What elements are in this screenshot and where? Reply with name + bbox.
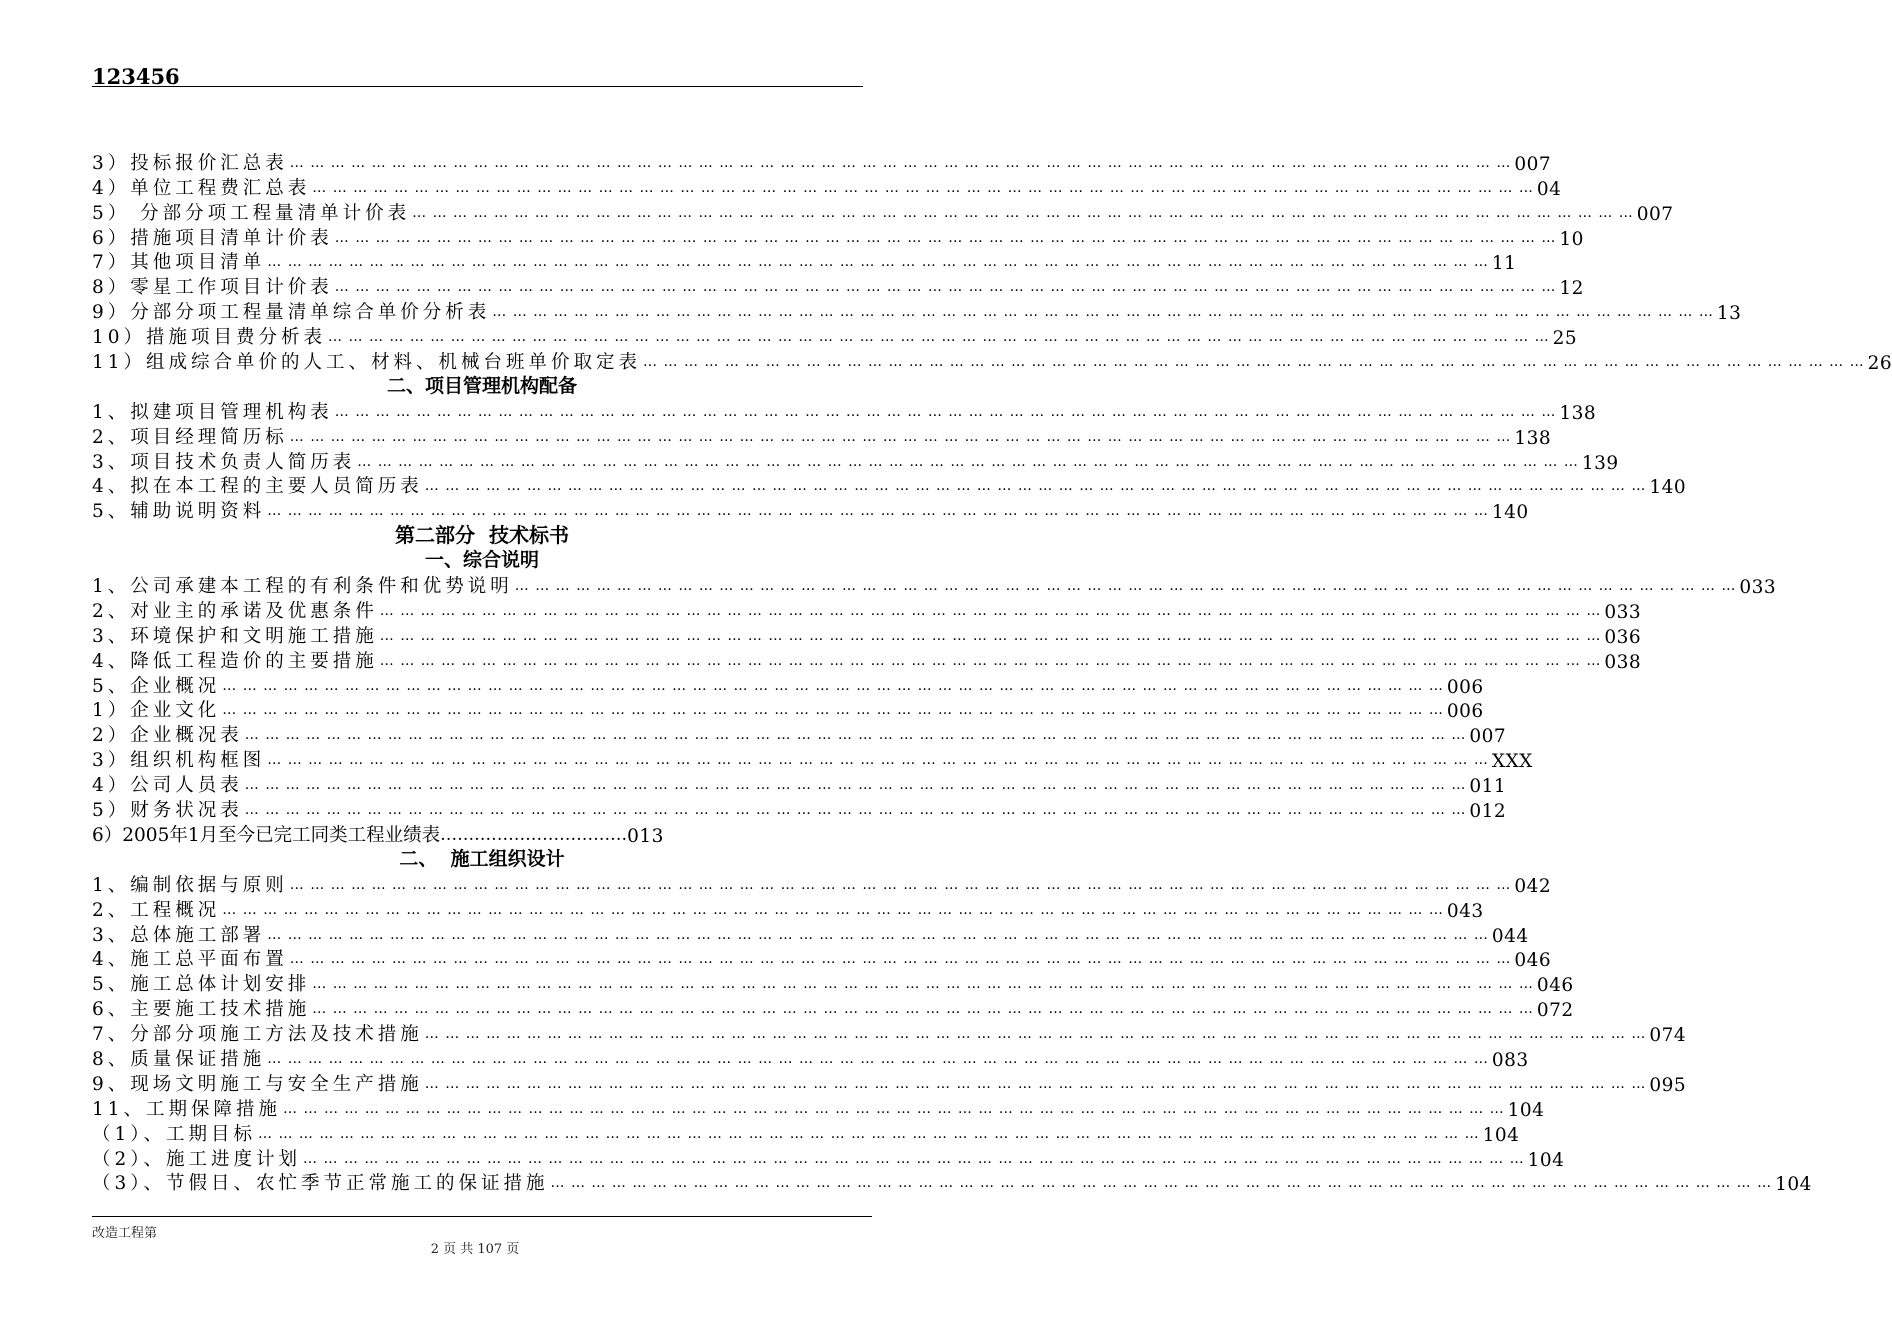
toc-entry[interactable]: [92, 698, 1484, 723]
toc-section-heading: 二、项目管理机构配备: [386, 375, 577, 398]
toc-entry-label: 3）投标报价汇总表: [92, 152, 288, 174]
toc-entry-page-number: 072: [1536, 1000, 1574, 1022]
toc-entry-label: 3）组织机构框图: [92, 750, 266, 772]
toc-entry[interactable]: [92, 872, 1552, 897]
toc-entry[interactable]: [92, 623, 1642, 648]
toc-entry-page-number: 140: [1491, 502, 1529, 524]
toc-entry[interactable]: [92, 150, 1552, 175]
toc-entry[interactable]: [92, 225, 1584, 250]
toc-entry[interactable]: [92, 897, 1484, 922]
toc-entry[interactable]: [92, 747, 1533, 773]
table-of-contents: [92, 150, 1892, 1196]
toc-entry[interactable]: [92, 772, 1507, 798]
toc-entry-label: 6）2005年1月至今已完工同类工程业绩表: [92, 824, 441, 846]
toc-entry-page-number: 042: [1514, 875, 1552, 897]
toc-entry-page-number: 006: [1446, 701, 1484, 723]
toc-leader-dots: … … … … … … … … … … … … … … … … … … … … … … … … … … … … … … … … … … … … … … … … … … … … … … … … … … … … … … … … … … … …: [289, 154, 1512, 171]
toc-entry-page-number: 083: [1491, 1049, 1529, 1071]
toc-entry-label: 6、主要施工技术措施: [92, 999, 311, 1021]
toc-entry-page-number: 046: [1536, 975, 1574, 997]
toc-leader-dots: … … … … … … … … … … … … … … … … … … … … … … … … … … … … … … … … … … … … … … … … … … … … … … … … … … … … … … … … … … … …: [492, 304, 1714, 321]
toc-entry[interactable]: [92, 1096, 1545, 1121]
toc-entry-label: 1、拟建项目管理机构表: [92, 401, 333, 423]
toc-leader-dots: … … … … … … … … … … … … … … … … … … … … … … … … … … … … … … … … … … … … … … … … … … … … … … … … … … … … … … … … … … … …: [312, 976, 1534, 993]
toc-entry[interactable]: [92, 474, 1687, 499]
toc-entry[interactable]: [92, 722, 1507, 748]
toc-entry-label: 9、现场文明施工与安全生产措施: [92, 1073, 423, 1095]
toc-entry-label: 8）零星工作项目计价表: [92, 277, 333, 299]
toc-leader-dots: … … … … … … … … … … … … … … … … … … … … … … … … … … … … … … … … … … … … … … … … … … … … … … … … … … … … … … … … … … … …: [244, 727, 1467, 744]
toc-entry-page-number: 033: [1739, 577, 1777, 599]
toc-entry-page-number: 10: [1559, 228, 1584, 250]
toc-entry-page-number: 007: [1636, 203, 1674, 225]
toc-entry-label: 4、施工总平面布置: [92, 949, 288, 971]
toc-leader-dots: … … … … … … … … … … … … … … … … … … … … … … … … … … … … … … … … … … … … … … … … … … … … … … … … … … … … … … … … … … … …: [222, 901, 1444, 918]
toc-entry[interactable]: [92, 498, 1529, 524]
toc-entry-page-number: 074: [1649, 1025, 1687, 1047]
toc-entry-label: 5、企业概况: [92, 675, 221, 697]
toc-leader-dots: … … … … … … … … … … … … … … … … … … … … … … … … … … … … … … … … … … … … … … … … … … … … … … … … … … … … … … … … … … … …: [222, 702, 1444, 719]
toc-leader-dots: … … … … … … … … … … … … … … … … … … … … … … … … … … … … … … … … … … … … … … … … … … … … … … … … … … … … … … … … … … … …: [379, 652, 1602, 669]
toc-entry-page-number: 12: [1559, 278, 1584, 300]
toc-entry-page-number: 139: [1581, 452, 1619, 474]
toc-leader-dots: … … … … … … … … … … … … … … … … … … … … … … … … … … … … … … … … … … … … … … … … … … … … … … … … … … … … … … … … … … … …: [267, 254, 1489, 271]
toc-leader-dots: … … … … … … … … … … … … … … … … … … … … … … … … … … … … … … … … … … … … … … … … … … … … … … … … … … … … … … … … … … … …: [424, 478, 1647, 495]
toc-entry-label: 1、编制依据与原则: [92, 874, 288, 896]
toc-entry-page-number: 044: [1491, 925, 1529, 947]
footer-document-name: 改造工程第: [92, 1226, 158, 1241]
toc-entry-page-number: 043: [1446, 900, 1484, 922]
toc-leader-dots: … … … … … … … … … … … … … … … … … … … … … … … … … … … … … … … … … … … … … … … … … … … … … … … … … … … … … … … … … … … …: [244, 802, 1467, 819]
toc-entry-page-number: 006: [1446, 676, 1484, 698]
toc-entry-page-number: 104: [1507, 1099, 1545, 1121]
toc-entry-page-number: 26: [1867, 353, 1892, 375]
toc-entry-page-number: 007: [1469, 726, 1507, 748]
toc-entry-label: （2）、施工进度计划: [92, 1148, 302, 1170]
toc-entry[interactable]: [92, 947, 1552, 972]
footer-page-number: 2 页 共 107 页: [430, 1242, 520, 1257]
toc-entry-page-number: 007: [1514, 153, 1552, 175]
toc-leader-dots: … … … … … … … … … … … … … … … … … … … … … … … … … … … … … … … … … … … … … … … … … … … … … … … … … … … … … … … … … … … …: [283, 1100, 1505, 1117]
toc-entry-page-number: 013: [627, 825, 664, 847]
toc-leader-dots: … … … … … … … … … … … … … … … … … … … … … … … … … … … … … … … … … … … … … … … … … … … … … … … … … … … … … … … … … … … …: [258, 1125, 1480, 1142]
toc-entry-label: 2、项目经理简历标: [92, 426, 288, 448]
toc-leader-dots: … … … … … … … … … … … … … … … … … … … … … … … … … … … … … … … … … … … … … … … … … … … … … … … … … … … … … … … … … … … …: [267, 752, 1489, 769]
toc-leader-dots: … … … … … … … … … … … … … … … … … … … … … … … … … … … … … … … … … … … … … … … … … … … … … … … … … … … … … … … … … … … …: [289, 951, 1512, 968]
toc-entry-label: 3、总体施工部署: [92, 924, 266, 946]
toc-leader-dots: … … … … … … … … … … … … … … … … … … … … … … … … … … … … … … … … … … … … … … … … … … … … … … … … … … … … … … … … … … … …: [334, 279, 1557, 296]
toc-entry-label: （1）、工期目标: [92, 1123, 257, 1145]
toc-entry[interactable]: [92, 1021, 1687, 1047]
toc-entry-page-number: 140: [1649, 477, 1687, 499]
toc-entry-page-number: 095: [1649, 1074, 1687, 1096]
header-divider: [92, 86, 863, 87]
toc-leader-dots: … … … … … … … … … … … … … … … … … … … … … … … … … … … … … … … … … … … … … … … … … … … … … … … … … … … … … … … … … … … …: [412, 204, 1634, 221]
toc-entry-label: （3）、节假日、农忙季节正常施工的保证措施: [92, 1173, 549, 1195]
toc-entry-label: 11）组成综合单价的人工、材料、机械台班单价取定表: [92, 352, 642, 374]
toc-leader-dots: … … … … … … … … … … … … … … … … … … … … … … … … … … … … … … … … … … … … … … … … … … … … … … … … … … … … … … … … … … … …: [267, 926, 1489, 943]
toc-entry[interactable]: [92, 299, 1742, 325]
toc-entry[interactable]: [92, 573, 1777, 599]
toc-entry-label: 8、质量保证措施: [92, 1048, 266, 1070]
toc-section-heading: 一、综合说明: [424, 549, 539, 572]
toc-entry[interactable]: [92, 971, 1574, 997]
toc-entry[interactable]: [92, 1121, 1520, 1146]
toc-leader-dots: … … … … … … … … … … … … … … … … … … … … … … … … … … … … … … … … … … … … … … … … … … … … … … … … … … … … … … … … … … … …: [244, 777, 1467, 794]
toc-entry-label: 7、分部分项施工方法及技术措施: [92, 1024, 423, 1046]
toc-entry-label: 3、项目技术负责人简历表: [92, 451, 356, 473]
toc-entry[interactable]: [92, 449, 1619, 474]
toc-entry-label: 10）措施项目费分析表: [92, 327, 327, 349]
toc-entry[interactable]: [92, 175, 1562, 200]
toc-entry-label: 2、工程概况: [92, 899, 221, 921]
toc-entry-page-number: 036: [1604, 626, 1642, 648]
toc-entry-label: 5）财务状况表: [92, 800, 243, 822]
toc-entry[interactable]: [92, 324, 1578, 350]
toc-entry[interactable]: [92, 250, 1517, 275]
toc-entry[interactable]: [92, 274, 1584, 300]
toc-leader-dots: … … … … … … … … … … … … … … … … … … … … … … … … … … … … … … … … … … … … … … … … … … … … … … … … … … … … … … … … … … … …: [312, 179, 1534, 196]
document-header-title: 123456: [92, 64, 180, 89]
toc-entry[interactable]: [92, 1146, 1565, 1171]
toc-leader-dots: ……………………………: [440, 824, 628, 845]
toc-entry[interactable]: [92, 349, 1892, 375]
toc-leader-dots: … … … … … … … … … … … … … … … … … … … … … … … … … … … … … … … … … … … … … … … … … … … … … … … … … … … … … … … … … … … …: [267, 503, 1489, 520]
toc-entry-label: 7）其他项目清单: [92, 252, 266, 274]
toc-entry-page-number: 138: [1559, 402, 1597, 424]
toc-entry-label: 4、降低工程造价的主要措施: [92, 650, 378, 672]
toc-entry-label: 11、工期保障措施: [92, 1098, 282, 1120]
toc-entry-label: 5、施工总体计划安排: [92, 974, 311, 996]
toc-entry-label: 3、环境保护和文明施工措施: [92, 625, 378, 647]
toc-entry-label: 2）企业概况表: [92, 725, 243, 747]
toc-entry[interactable]: [92, 1046, 1529, 1071]
toc-leader-dots: … … … … … … … … … … … … … … … … … … … … … … … … … … … … … … … … … … … … … … … … … … … … … … … … … … … … … … … … … … … …: [303, 1150, 1525, 1167]
toc-leader-dots: … … … … … … … … … … … … … … … … … … … … … … … … … … … … … … … … … … … … … … … … … … … … … … … … … … … … … … … … … … … …: [357, 453, 1579, 470]
toc-entry-label: 4）单位工程费汇总表: [92, 177, 311, 199]
toc-entry[interactable]: [92, 424, 1552, 449]
toc-leader-dots: … … … … … … … … … … … … … … … … … … … … … … … … … … … … … … … … … … … … … … … … … … … … … … … … … … … … … … … … … … … …: [550, 1175, 1773, 1192]
toc-entry-label: 6）措施项目清单计价表: [92, 227, 333, 249]
toc-entry-page-number: 012: [1469, 801, 1507, 823]
toc-leader-dots: … … … … … … … … … … … … … … … … … … … … … … … … … … … … … … … … … … … … … … … … … … … … … … … … … … … … … … … … … … … …: [289, 428, 1512, 445]
toc-leader-dots: … … … … … … … … … … … … … … … … … … … … … … … … … … … … … … … … … … … … … … … … … … … … … … … … … … … … … … … … … … … …: [267, 1050, 1489, 1067]
toc-entry[interactable]: [92, 922, 1529, 947]
toc-entry-label: 1、公司承建本工程的有利条件和优势说明: [92, 576, 513, 598]
toc-entry-page-number: 138: [1514, 427, 1552, 449]
toc-leader-dots: … … … … … … … … … … … … … … … … … … … … … … … … … … … … … … … … … … … … … … … … … … … … … … … … … … … … … … … … … … … …: [312, 1001, 1534, 1018]
toc-leader-dots: … … … … … … … … … … … … … … … … … … … … … … … … … … … … … … … … … … … … … … … … … … … … … … … … … … … … … … … … … … … …: [379, 602, 1602, 619]
toc-entry-page-number: 033: [1604, 601, 1642, 623]
toc-leader-dots: … … … … … … … … … … … … … … … … … … … … … … … … … … … … … … … … … … … … … … … … … … … … … … … … … … … … … … … … … … … …: [222, 677, 1444, 694]
toc-leader-dots: … … … … … … … … … … … … … … … … … … … … … … … … … … … … … … … … … … … … … … … … … … … … … … … … … … … … … … … … … … … …: [289, 876, 1512, 893]
toc-entry-page-number: 104: [1527, 1149, 1565, 1171]
toc-section-heading: 二、 施工组织设计: [399, 847, 565, 870]
toc-entry[interactable]: [92, 673, 1484, 698]
toc-leader-dots: … … … … … … … … … … … … … … … … … … … … … … … … … … … … … … … … … … … … … … … … … … … … … … … … … … … … … … … … … … … …: [643, 354, 1865, 371]
toc-entry[interactable]: [92, 399, 1597, 424]
toc-entry-label: 5） 分部分项工程量清单计价表: [92, 202, 411, 224]
toc-entry-label: 4）公司人员表: [92, 775, 243, 797]
toc-entry-page-number: 13: [1716, 303, 1742, 325]
toc-entry[interactable]: [92, 598, 1642, 623]
toc-entry-label: 9）分部分项工程量清单综合单价分析表: [92, 302, 491, 324]
toc-entry-page-number: 046: [1514, 950, 1552, 972]
toc-entry-page-number: 11: [1491, 253, 1517, 275]
toc-leader-dots: … … … … … … … … … … … … … … … … … … … … … … … … … … … … … … … … … … … … … … … … … … … … … … … … … … … … … … … … … … … …: [334, 403, 1557, 420]
toc-leader-dots: … … … … … … … … … … … … … … … … … … … … … … … … … … … … … … … … … … … … … … … … … … … … … … … … … … … … … … … … … … … …: [424, 1075, 1647, 1092]
toc-leader-dots: … … … … … … … … … … … … … … … … … … … … … … … … … … … … … … … … … … … … … … … … … … … … … … … … … … … … … … … … … … … …: [424, 1026, 1647, 1043]
toc-entry-label: 1）企业文化: [92, 700, 221, 722]
toc-entry-page-number: 104: [1775, 1174, 1812, 1196]
toc-entry[interactable]: [92, 797, 1507, 823]
toc-entry-page-number: 04: [1536, 178, 1562, 200]
toc-entry[interactable]: [92, 996, 1574, 1022]
toc-entry-page-number: XXX: [1491, 751, 1533, 773]
toc-leader-dots: … … … … … … … … … … … … … … … … … … … … … … … … … … … … … … … … … … … … … … … … … … … … … … … … … … … … … … … … … … … …: [379, 627, 1602, 644]
toc-entry-page-number: 011: [1469, 776, 1507, 798]
toc-entry-page-number: 25: [1552, 328, 1578, 350]
footer-divider: [92, 1216, 872, 1217]
toc-leader-dots: … … … … … … … … … … … … … … … … … … … … … … … … … … … … … … … … … … … … … … … … … … … … … … … … … … … … … … … … … … … …: [514, 578, 1737, 595]
toc-section-heading: 第二部分 技术标书: [395, 523, 569, 548]
toc-entry[interactable]: [92, 1071, 1687, 1096]
toc-entry[interactable]: [92, 200, 1674, 225]
toc-entry[interactable]: [92, 648, 1642, 673]
toc-entry-label: 5、辅助说明资料: [92, 501, 266, 523]
toc-entry-label: 2、对业主的承诺及优惠条件: [92, 600, 378, 622]
toc-entry-page-number: 104: [1482, 1124, 1520, 1146]
toc-entry-page-number: 038: [1604, 651, 1642, 673]
toc-leader-dots: … … … … … … … … … … … … … … … … … … … … … … … … … … … … … … … … … … … … … … … … … … … … … … … … … … … … … … … … … … … …: [328, 329, 1550, 346]
toc-leader-dots: … … … … … … … … … … … … … … … … … … … … … … … … … … … … … … … … … … … … … … … … … … … … … … … … … … … … … … … … … … … …: [334, 229, 1557, 246]
toc-entry[interactable]: [92, 1171, 1812, 1196]
toc-entry[interactable]: [92, 822, 872, 847]
toc-entry-label: 4、拟在本工程的主要人员简历表: [92, 476, 423, 498]
